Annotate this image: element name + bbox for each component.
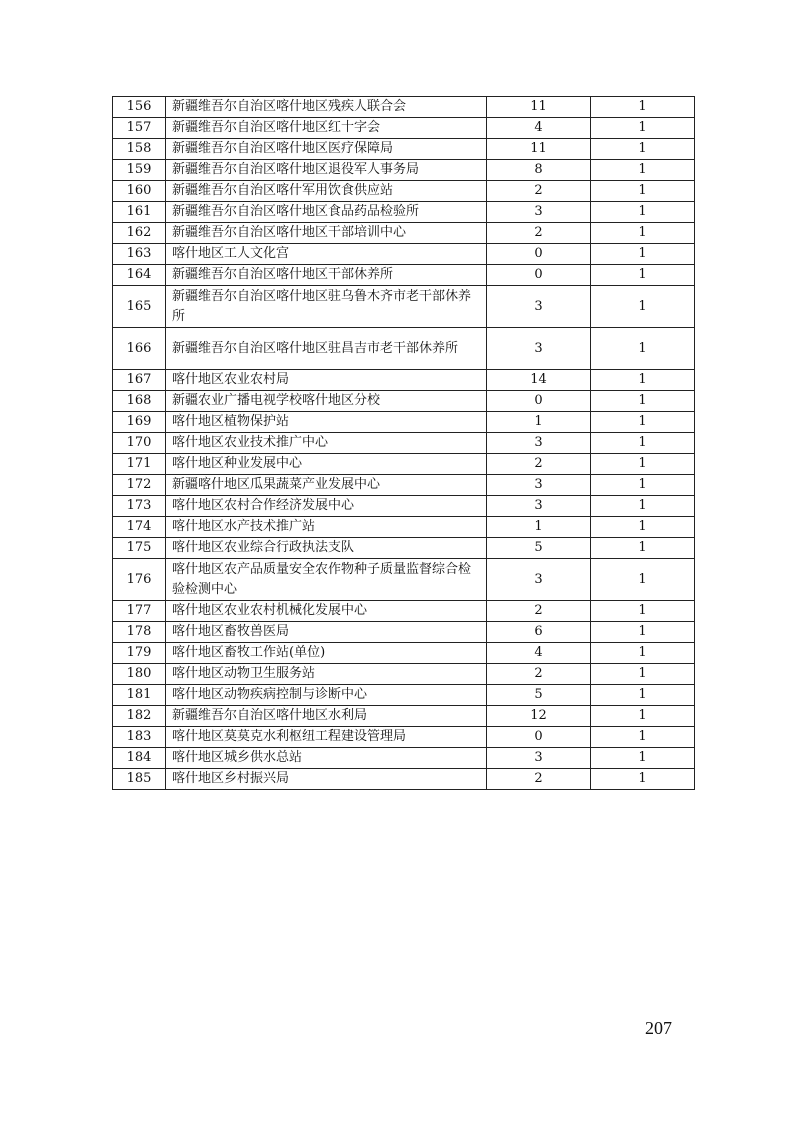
table-row <box>113 160 695 181</box>
count-b-cell: 1 <box>591 727 695 748</box>
count-a-cell: 2 <box>487 664 591 685</box>
unit-name-cell: 新疆维吾尔自治区喀什地区医疗保障局 <box>166 139 487 160</box>
unit-name-cell: 新疆维吾尔自治区喀什地区食品药品检验所 <box>166 202 487 223</box>
table-row <box>113 286 695 328</box>
table-row <box>113 601 695 622</box>
count-b-cell: 1 <box>591 223 695 244</box>
unit-table <box>112 96 695 790</box>
row-number-cell: 157 <box>113 118 166 139</box>
row-number-cell: 176 <box>113 559 166 601</box>
unit-name-cell: 喀什地区城乡供水总站 <box>166 748 487 769</box>
count-a-cell: 3 <box>487 559 591 601</box>
table-row <box>113 538 695 559</box>
count-a-cell: 4 <box>487 643 591 664</box>
count-a-cell: 8 <box>487 160 591 181</box>
table-row <box>113 412 695 433</box>
count-a-cell: 6 <box>487 622 591 643</box>
count-a-cell: 3 <box>487 496 591 517</box>
count-b-cell: 1 <box>591 622 695 643</box>
count-b-cell: 1 <box>591 538 695 559</box>
table-row <box>113 622 695 643</box>
count-a-cell: 4 <box>487 118 591 139</box>
count-a-cell: 14 <box>487 370 591 391</box>
row-number-cell: 160 <box>113 181 166 202</box>
row-number-cell: 170 <box>113 433 166 454</box>
unit-name-cell: 喀什地区莫莫克水利枢纽工程建设管理局 <box>166 727 487 748</box>
unit-name-cell: 喀什地区农业农村机械化发展中心 <box>166 601 487 622</box>
table-row <box>113 706 695 727</box>
count-b-cell: 1 <box>591 433 695 454</box>
count-b-cell: 1 <box>591 139 695 160</box>
row-number-cell: 177 <box>113 601 166 622</box>
count-a-cell: 1 <box>487 412 591 433</box>
unit-name-cell: 新疆农业广播电视学校喀什地区分校 <box>166 391 487 412</box>
row-number-cell: 179 <box>113 643 166 664</box>
table-row <box>113 265 695 286</box>
count-b-cell: 1 <box>591 559 695 601</box>
row-number-cell: 169 <box>113 412 166 433</box>
unit-name-cell: 喀什地区乡村振兴局 <box>166 769 487 790</box>
count-a-cell: 11 <box>487 97 591 118</box>
count-b-cell: 1 <box>591 601 695 622</box>
row-number-cell: 181 <box>113 685 166 706</box>
unit-name-cell: 喀什地区农业技术推广中心 <box>166 433 487 454</box>
row-number-cell: 161 <box>113 202 166 223</box>
table-row <box>113 118 695 139</box>
count-b-cell: 1 <box>591 496 695 517</box>
unit-name-cell: 喀什地区种业发展中心 <box>166 454 487 475</box>
unit-name-cell: 喀什地区动物卫生服务站 <box>166 664 487 685</box>
table-row <box>113 223 695 244</box>
count-b-cell: 1 <box>591 748 695 769</box>
unit-name-cell: 新疆维吾尔自治区喀什地区退役军人事务局 <box>166 160 487 181</box>
row-number-cell: 156 <box>113 97 166 118</box>
row-number-cell: 183 <box>113 727 166 748</box>
unit-name-cell: 新疆维吾尔自治区喀什地区水利局 <box>166 706 487 727</box>
count-b-cell: 1 <box>591 286 695 328</box>
unit-name-cell: 新疆维吾尔自治区喀什地区驻昌吉市老干部休养所 <box>166 328 487 370</box>
unit-name-cell: 新疆维吾尔自治区喀什地区驻乌鲁木齐市老干部休养所 <box>166 286 487 328</box>
table-row <box>113 559 695 601</box>
table-row <box>113 664 695 685</box>
table-row <box>113 370 695 391</box>
unit-name-cell: 喀什地区农村合作经济发展中心 <box>166 496 487 517</box>
count-a-cell: 2 <box>487 769 591 790</box>
table-row <box>113 97 695 118</box>
table-row <box>113 643 695 664</box>
unit-name-cell: 新疆维吾尔自治区喀什军用饮食供应站 <box>166 181 487 202</box>
table-row <box>113 328 695 370</box>
count-a-cell: 3 <box>487 475 591 496</box>
count-b-cell: 1 <box>591 97 695 118</box>
count-a-cell: 0 <box>487 391 591 412</box>
count-a-cell: 2 <box>487 454 591 475</box>
table-row <box>113 748 695 769</box>
row-number-cell: 162 <box>113 223 166 244</box>
count-b-cell: 1 <box>591 643 695 664</box>
row-number-cell: 185 <box>113 769 166 790</box>
unit-name-cell: 喀什地区植物保护站 <box>166 412 487 433</box>
count-a-cell: 3 <box>487 433 591 454</box>
unit-name-cell: 新疆维吾尔自治区喀什地区红十字会 <box>166 118 487 139</box>
count-a-cell: 5 <box>487 685 591 706</box>
table-row <box>113 496 695 517</box>
row-number-cell: 175 <box>113 538 166 559</box>
count-a-cell: 2 <box>487 181 591 202</box>
unit-name-cell: 新疆维吾尔自治区喀什地区干部培训中心 <box>166 223 487 244</box>
table-row <box>113 244 695 265</box>
row-number-cell: 166 <box>113 328 166 370</box>
row-number-cell: 159 <box>113 160 166 181</box>
count-b-cell: 1 <box>591 370 695 391</box>
unit-name-cell: 喀什地区工人文化宫 <box>166 244 487 265</box>
table-row <box>113 475 695 496</box>
row-number-cell: 174 <box>113 517 166 538</box>
count-b-cell: 1 <box>591 202 695 223</box>
count-b-cell: 1 <box>591 391 695 412</box>
count-a-cell: 2 <box>487 223 591 244</box>
unit-name-cell: 喀什地区动物疾病控制与诊断中心 <box>166 685 487 706</box>
count-a-cell: 5 <box>487 538 591 559</box>
table-row <box>113 769 695 790</box>
count-a-cell: 3 <box>487 748 591 769</box>
count-a-cell: 0 <box>487 244 591 265</box>
count-a-cell: 3 <box>487 328 591 370</box>
count-b-cell: 1 <box>591 118 695 139</box>
table-row <box>113 727 695 748</box>
unit-name-cell: 新疆喀什地区瓜果蔬菜产业发展中心 <box>166 475 487 496</box>
unit-name-cell: 喀什地区农产品质量安全农作物种子质量监督综合检验检测中心 <box>166 559 487 601</box>
row-number-cell: 168 <box>113 391 166 412</box>
table-row <box>113 202 695 223</box>
row-number-cell: 182 <box>113 706 166 727</box>
count-b-cell: 1 <box>591 244 695 265</box>
count-b-cell: 1 <box>591 265 695 286</box>
unit-name-cell: 喀什地区畜牧兽医局 <box>166 622 487 643</box>
table-body <box>113 97 695 790</box>
count-a-cell: 3 <box>487 286 591 328</box>
count-b-cell: 1 <box>591 412 695 433</box>
row-number-cell: 172 <box>113 475 166 496</box>
row-number-cell: 171 <box>113 454 166 475</box>
count-b-cell: 1 <box>591 706 695 727</box>
row-number-cell: 173 <box>113 496 166 517</box>
table-row <box>113 454 695 475</box>
count-a-cell: 0 <box>487 727 591 748</box>
unit-name-cell: 喀什地区农业农村局 <box>166 370 487 391</box>
count-b-cell: 1 <box>591 664 695 685</box>
count-b-cell: 1 <box>591 160 695 181</box>
count-a-cell: 0 <box>487 265 591 286</box>
count-a-cell: 3 <box>487 202 591 223</box>
count-a-cell: 11 <box>487 139 591 160</box>
table-row <box>113 139 695 160</box>
count-b-cell: 1 <box>591 328 695 370</box>
table-row <box>113 181 695 202</box>
table-row <box>113 685 695 706</box>
table-row <box>113 391 695 412</box>
row-number-cell: 165 <box>113 286 166 328</box>
page-number: 207 <box>645 1018 672 1038</box>
count-a-cell: 12 <box>487 706 591 727</box>
unit-name-cell: 喀什地区农业综合行政执法支队 <box>166 538 487 559</box>
row-number-cell: 180 <box>113 664 166 685</box>
count-b-cell: 1 <box>591 769 695 790</box>
table-row <box>113 433 695 454</box>
count-b-cell: 1 <box>591 685 695 706</box>
count-a-cell: 1 <box>487 517 591 538</box>
row-number-cell: 164 <box>113 265 166 286</box>
table-row <box>113 517 695 538</box>
row-number-cell: 163 <box>113 244 166 265</box>
count-b-cell: 1 <box>591 454 695 475</box>
row-number-cell: 178 <box>113 622 166 643</box>
unit-name-cell: 喀什地区畜牧工作站(单位) <box>166 643 487 664</box>
unit-name-cell: 喀什地区水产技术推广站 <box>166 517 487 538</box>
row-number-cell: 184 <box>113 748 166 769</box>
count-b-cell: 1 <box>591 475 695 496</box>
row-number-cell: 167 <box>113 370 166 391</box>
row-number-cell: 158 <box>113 139 166 160</box>
unit-name-cell: 新疆维吾尔自治区喀什地区残疾人联合会 <box>166 97 487 118</box>
count-b-cell: 1 <box>591 517 695 538</box>
count-a-cell: 2 <box>487 601 591 622</box>
count-b-cell: 1 <box>591 181 695 202</box>
unit-name-cell: 新疆维吾尔自治区喀什地区干部休养所 <box>166 265 487 286</box>
